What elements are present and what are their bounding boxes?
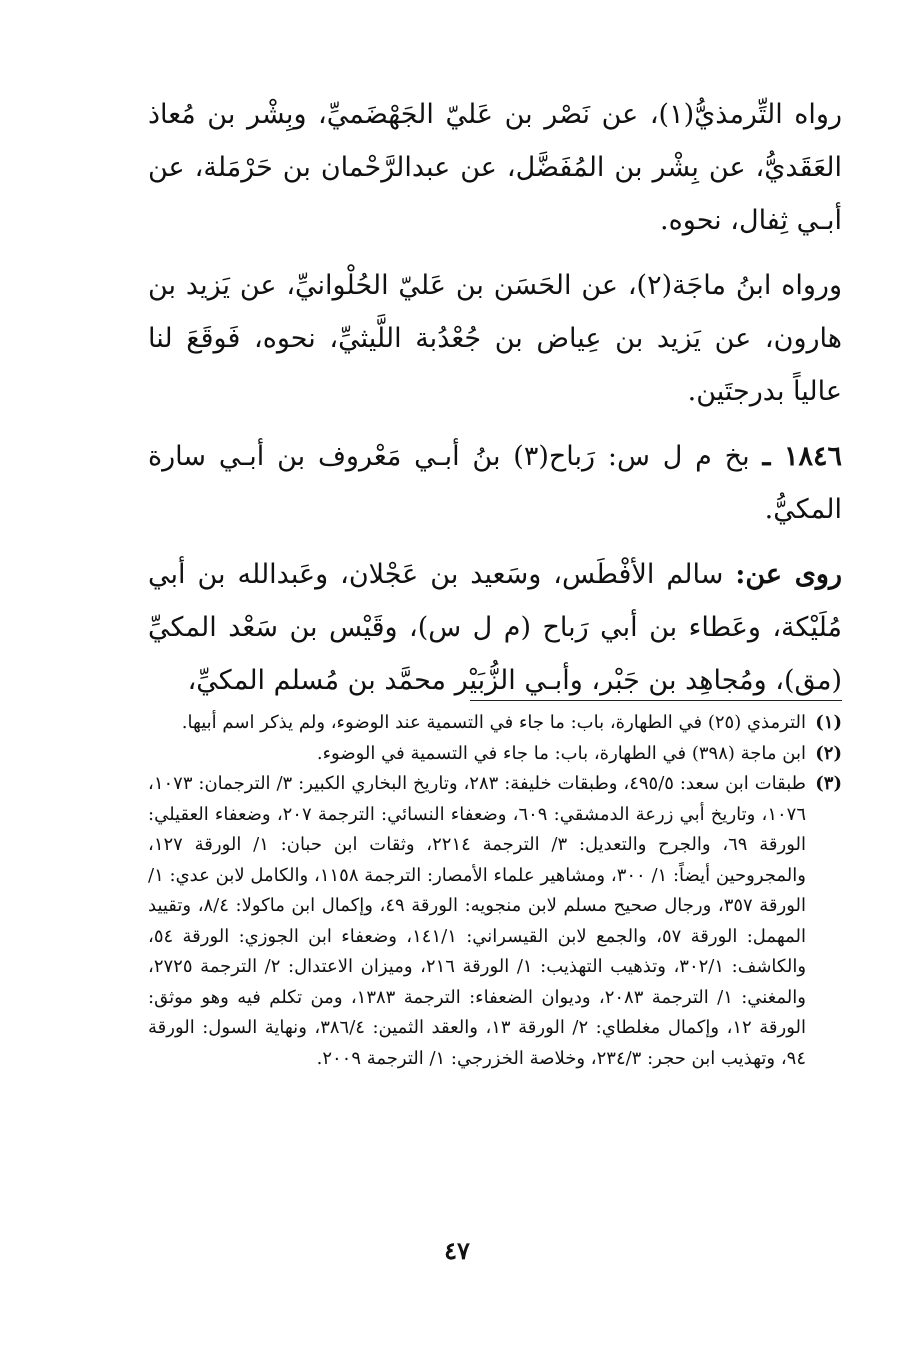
footnote-number: (٢) <box>815 742 842 764</box>
footnotes <box>148 708 842 1074</box>
biography-entry-heading <box>148 430 842 536</box>
footnote-number: (٣) <box>815 773 842 794</box>
narrated-from-paragraph <box>148 548 842 707</box>
footnote <box>148 708 842 739</box>
paragraph-tirmidhi: رواه التِّرمذيُّ(١)، عن نَصْر بن عَليّ الجَهْضَميِّ، وبِشْر بن مُعاذ العَقَديُّ، عن بِشْر بن المُفَضَّل، عن عبدالرَّحْمان بن حَرْمَلة، عن أبـي ثِفال، نحوه. <box>148 99 842 236</box>
entry-number: ١٨٤٦ ـ <box>762 441 842 472</box>
footnote-separator <box>470 700 842 701</box>
footnote-text: الترمذي (٢٥) في الطهارة، باب: ما جاء في التسمية عند الوضوء، ولم يذكر اسم أبيها. <box>181 712 806 733</box>
footnote-text: ابن ماجة (٣٩٨) في الطهارة، باب: ما جاء في التسمية في الوضوء. <box>316 742 806 764</box>
footnote <box>148 739 842 770</box>
narrated-from-text: سالم الأفْطَس، وسَعيد بن عَجْلان، وعَبدالله بن أبي مُلَيْكة، وعَطاء بن أبي رَباح (م ل س)، وقَيْس بن سَعْد المكيِّ (مق)، ومُجاهِد بن جَبْر، وأبـي الزُّبَيْر محمَّد بن مُسلم المكيِّ، <box>148 559 842 696</box>
narrated-from-label: روى عن: <box>735 559 842 590</box>
paragraph-ibn-majah: ورواه ابنُ ماجَة(٢)، عن الحَسَن بن عَليّ الحُلْوانيِّ، عن يَزيد بن هارون، عن يَزيد بن عِياض بن جُعْدُبة اللَّيثيِّ، نحوه، فَوقَعَ لنا عالياً بدرجتَين. <box>148 270 842 407</box>
footnote <box>148 769 842 1074</box>
footnote-text: طبقات ابن سعد: ٤٩٥/٥، وطبقات خليفة: ٢٨٣، وتاريخ البخاري الكبير: ٣/ الترجمان: ١٠٧٣، ١٠٧٦، وتاريخ أبي زرعة الدمشقي: ٦٠٩، وضعفاء النسائي: الترجمة ٢٠٧، وضعفاء العقيلي: الورقة ٦٩، والجرح والتعديل: ٣/ الترجمة ٢٢١٤، وثقات ابن حبان: ١/ الورقة ١٢٧، والمجروحين أيضاً: ١/ ٣٠٠، ومشاهير علماء الأمصار: الترجمة ١١٥٨، والكامل لابن عدي: ١/ الورقة ٣٥٧، ورجال صحيح مسلم لابن منجويه: الورقة ٤٩، وإكمال ابن ماكولا: ٨/٤، وتقييد المهمل: الورقة ٥٧، والجمع لابن القيسراني: ١٤١/١، وضعفاء ابن الجوزي: الورقة ٥٤، والكاشف: ٣٠٢/١، وتذهيب التهذيب: ١/ الورقة ٢١٦، وميزان الاعتدال: ٢/ الترجمة ٢٧٢٥، والمغني: ١/ الترجمة ٢٠٨٣، وديوان الضعفاء: الترجمة ١٣٨٣، ومن تكلم فيه وهو موثق: الورقة ١٢، وإكمال مغلطاي: ٢/ الورقة ١٣، والعقد الثمين: ٣٨٦/٤، ونهاية السول: الورقة ٩٤، وتهذيب ابن حجر: ٢٣٤/٣، وخلاصة الخزرجي: ١/ الترجمة ٢٠٠٩. <box>148 773 807 1069</box>
entry-title: بخ م ل س: رَباح(٣) بنُ أبـي مَعْروف بن أبـي سارة المكيُّ. <box>148 441 842 525</box>
page-number: ٤٧ <box>444 1236 470 1265</box>
main-text <box>148 88 842 719</box>
footnote-number: (١) <box>815 712 842 733</box>
